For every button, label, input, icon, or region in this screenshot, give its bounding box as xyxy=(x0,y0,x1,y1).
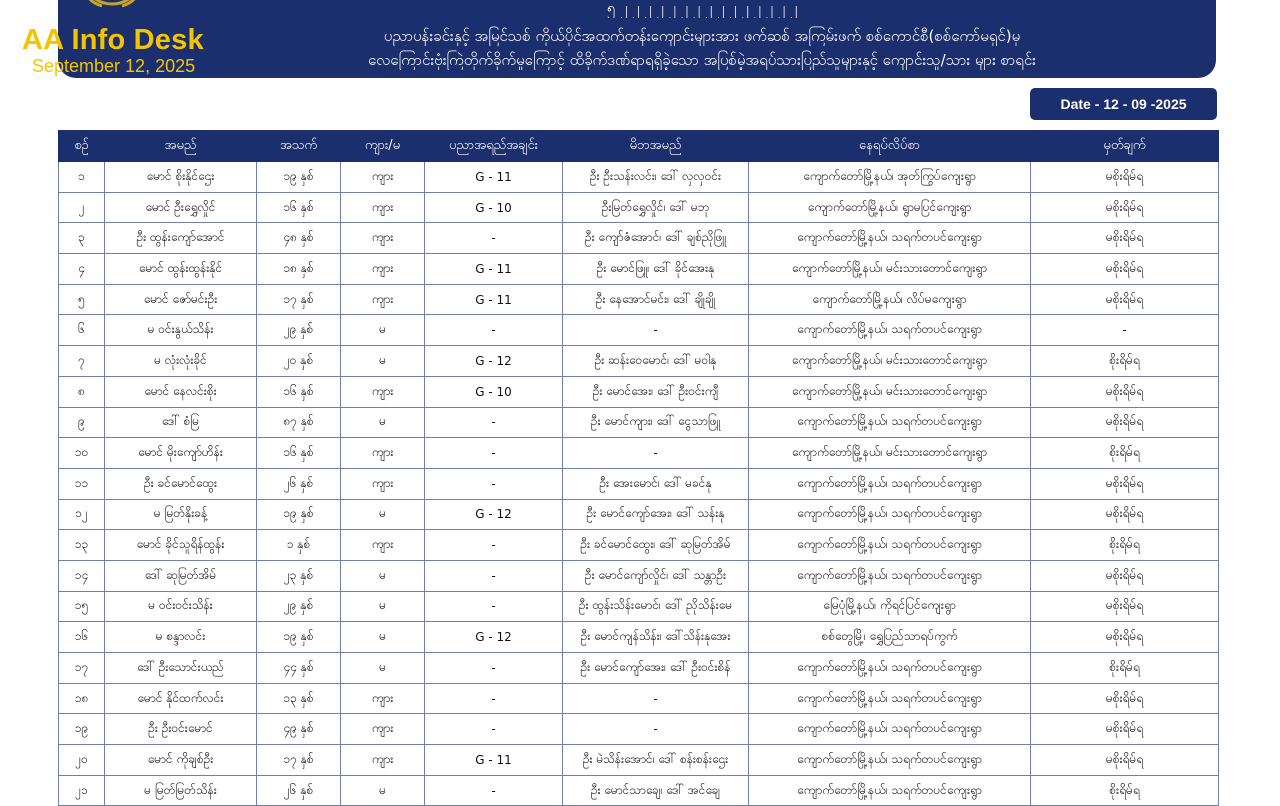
table-cell: မ လုံးလုံးခိုင် xyxy=(105,346,257,377)
table-row xyxy=(59,468,1219,499)
table-cell: မစိုးရိမ်ရ xyxy=(1031,254,1219,285)
table-cell: ကျား xyxy=(341,162,425,193)
table-row xyxy=(59,622,1219,653)
table-cell: - xyxy=(425,530,563,561)
table-cell: ၉ xyxy=(59,407,105,438)
table-cell: - xyxy=(1031,315,1219,346)
table-cell: - xyxy=(563,315,749,346)
table-cell: ၄၈ နှစ် xyxy=(257,223,341,254)
table-cell: ကျောက်တော်မြို့နယ်၊ မင်းသားတောင်ကျေးရွာ xyxy=(749,254,1031,285)
table-cell: မစိုးရိမ်ရ xyxy=(1031,560,1219,591)
table-cell: မစိုးရိမ်ရ xyxy=(1031,714,1219,745)
table-cell: ၁၃ နှစ် xyxy=(257,683,341,714)
table-cell: မ xyxy=(341,591,425,622)
table-row xyxy=(59,591,1219,622)
table-cell: ၁၉ နှစ် xyxy=(257,499,341,530)
table-cell: ကျောက်တော်မြို့နယ်၊ အုတ်ကြွပ်ကျေးရွာ xyxy=(749,162,1031,193)
table-cell: ၁ xyxy=(59,162,105,193)
table-cell: ဦး ခင်မောင်ထွေး xyxy=(105,468,257,499)
table-cell: ဦး ဦးဝင်းမောင် xyxy=(105,714,257,745)
header-line-1: ၅ ၂ ၂ ၂ ၂ ၂ ၂ ၂ ၂ ၂ ၂ ၂ ၂ ၂ ၂ ၂ xyxy=(606,0,798,17)
table-cell: ကျောက်တော်မြို့နယ်၊ သရက်တပင်ကျေးရွာ xyxy=(749,775,1031,806)
table-cell: ကျား xyxy=(341,223,425,254)
table-cell: ၂၉ နှစ် xyxy=(257,591,341,622)
table-cell: - xyxy=(425,714,563,745)
table-cell: မစိုးရိမ်ရ xyxy=(1031,192,1219,223)
table-cell: ကျား xyxy=(341,254,425,285)
table-cell: ၂ xyxy=(59,192,105,223)
table-cell: - xyxy=(425,438,563,469)
table-cell: ကျောက်တော်မြို့နယ်၊ သရက်တပင်ကျေးရွာ xyxy=(749,714,1031,745)
table-cell: မစိုးရိမ်ရ xyxy=(1031,223,1219,254)
column-header: စဉ် xyxy=(59,131,105,162)
table-cell: ၃ xyxy=(59,223,105,254)
table-cell: ကျား xyxy=(341,530,425,561)
table-cell: - xyxy=(425,315,563,346)
table-cell: ၁၆ xyxy=(59,622,105,653)
table-cell: ၂၉ နှစ် xyxy=(257,315,341,346)
table-cell: ကျောက်တော်မြို့နယ်၊ မင်းသားတောင်ကျေးရွာ xyxy=(749,438,1031,469)
table-cell: ၁၉ နှစ် xyxy=(257,622,341,653)
table-row xyxy=(59,745,1219,776)
table-cell: ကျောက်တော်မြို့နယ်၊ သရက်တပင်ကျေးရွာ xyxy=(749,560,1031,591)
table-cell: ကျောက်တော်မြို့နယ်၊ သရက်တပင်ကျေးရွာ xyxy=(749,745,1031,776)
table-cell: ဦး ဦးသန်းလင်း၊ ဒေါ် လှလှဝင်း xyxy=(563,162,749,193)
table-cell: ဦး ထွန်းကျော်အောင် xyxy=(105,223,257,254)
table-cell: ဦး အေးမောင်၊ ဒေါ် မခင်နု xyxy=(563,468,749,499)
table-row xyxy=(59,560,1219,591)
table-cell: ၁ နှစ် xyxy=(257,530,341,561)
table-row xyxy=(59,714,1219,745)
table-cell: မောင် ကိုချစ်ဦး xyxy=(105,745,257,776)
table-row xyxy=(59,254,1219,285)
table-cell: G - 11 xyxy=(425,162,563,193)
table-cell: ဦး မောင်ကျား၊ ဒေါ် ငွေသာဖြူ xyxy=(563,407,749,438)
table-cell: ကျား xyxy=(341,745,425,776)
table-cell: ဒေါ် ဆုမြတ်အိမ် xyxy=(105,560,257,591)
table-cell: G - 11 xyxy=(425,284,563,315)
table-cell: ဦး ကျော်ဇံအောင်၊ ဒေါ် ချစ်ညိုဖြူ xyxy=(563,223,749,254)
table-cell: မစိုးရိမ်ရ xyxy=(1031,591,1219,622)
table-row xyxy=(59,223,1219,254)
table-cell: ကျောက်တော်မြို့နယ်၊ သရက်တပင်ကျေးရွာ xyxy=(749,683,1031,714)
table-cell: ၂၁ xyxy=(59,775,105,806)
table-cell: ကျောက်တော်မြို့နယ်၊ သရက်တပင်ကျေးရွာ xyxy=(749,530,1031,561)
table-cell: မောင် စိုးနိုင်ဌေး xyxy=(105,162,257,193)
table-cell: ၁၀ xyxy=(59,438,105,469)
table-cell: ၆ xyxy=(59,315,105,346)
table-cell: စိုးရိမ်ရ xyxy=(1031,653,1219,684)
table-cell: ဦး ခင်မောင်ထွေး၊ ဒေါ် ဆုမြတ်အိမ် xyxy=(563,530,749,561)
table-cell: ဦး နေအောင်မင်း၊ ဒေါ် ချိုချို xyxy=(563,284,749,315)
table-cell: ၁၃ xyxy=(59,530,105,561)
table-cell: ၁၂ xyxy=(59,499,105,530)
table-cell: - xyxy=(563,683,749,714)
table-cell: မစိုးရိမ်ရ xyxy=(1031,683,1219,714)
table-cell: မစိုးရိမ်ရ xyxy=(1031,622,1219,653)
table-row xyxy=(59,284,1219,315)
table-cell: - xyxy=(425,683,563,714)
table-cell: ၂၆ နှစ် xyxy=(257,775,341,806)
table-cell: ၂၃ နှစ် xyxy=(257,560,341,591)
table-cell: - xyxy=(563,714,749,745)
table-cell: ဦး မောင်ကျော်အေး၊ ဒေါ် ဦးဝင်းစိန် xyxy=(563,653,749,684)
table-cell: ၁၅ xyxy=(59,591,105,622)
table-cell: ဒေါ် ဦးသောင်းယည် xyxy=(105,653,257,684)
table-cell: မ xyxy=(341,499,425,530)
table-cell: ကျား xyxy=(341,438,425,469)
table-body xyxy=(59,162,1219,806)
table-cell: မြေပုံမြို့နယ်၊ ကိုရင်ပြင်ကျေးရွာ xyxy=(749,591,1031,622)
table-cell: ၂၀ နှစ် xyxy=(257,346,341,377)
table-cell: ၁၉ xyxy=(59,714,105,745)
table-cell: ၁၆ နှစ် xyxy=(257,376,341,407)
table-cell: ၁၇ နှစ် xyxy=(257,745,341,776)
table-cell: - xyxy=(425,223,563,254)
table-cell: ဦးမြတ်ရွှေလှိုင်၊ ဒေါ် မဘု xyxy=(563,192,749,223)
column-header: အမည် xyxy=(105,131,257,162)
table-cell: မောင် ထွန်းထွန်းနိုင် xyxy=(105,254,257,285)
date-badge: Date - 12 - 09 -2025 xyxy=(1030,88,1217,120)
table-cell: ဦး မောင်ကျော်အေး၊ ဒေါ် သန်းနု xyxy=(563,499,749,530)
table-row xyxy=(59,376,1219,407)
column-header: ပညာအရည်အချင်း xyxy=(425,131,563,162)
table-cell: ဦး မောင်ကျော်လှိုင်၊ ဒေါ် သန္တာဦး xyxy=(563,560,749,591)
table-row xyxy=(59,407,1219,438)
table-cell: - xyxy=(425,468,563,499)
table-cell: ကျောက်တော်မြို့နယ်၊ သရက်တပင်ကျေးရွာ xyxy=(749,468,1031,499)
table-cell: ကျောက်တော်မြို့နယ်၊ ရွာမပြင်ကျေးရွာ xyxy=(749,192,1031,223)
table-cell: ကျား xyxy=(341,284,425,315)
table-cell: ၂၆ နှစ် xyxy=(257,468,341,499)
table-cell: မ စန္ဒာလင်း xyxy=(105,622,257,653)
table-cell: ၁၉ နှစ် xyxy=(257,162,341,193)
table-row xyxy=(59,775,1219,806)
table-cell: မောင် ဇော်မင်းဦး xyxy=(105,284,257,315)
table-cell: ၁၁ xyxy=(59,468,105,499)
table-cell: ဦး မောင်သာချေ၊ ဒေါ် အင်ချေ xyxy=(563,775,749,806)
table-cell: မ ဝင်းဝင်းသိန်း xyxy=(105,591,257,622)
table-cell: - xyxy=(425,560,563,591)
table-cell: G - 10 xyxy=(425,192,563,223)
table-cell: မောင် ဦးရွှေလှိုင် xyxy=(105,192,257,223)
table-cell: စိုးရိမ်ရ xyxy=(1031,438,1219,469)
brand-date: September 12, 2025 xyxy=(32,56,196,76)
table-row xyxy=(59,683,1219,714)
table-cell: မစိုးရိမ်ရ xyxy=(1031,499,1219,530)
table-cell: ၄၉ နှစ် xyxy=(257,714,341,745)
table-cell: ၁၄ xyxy=(59,560,105,591)
table-cell: မစိုးရိမ်ရ xyxy=(1031,407,1219,438)
table-cell: ၁၆ နှစ် xyxy=(257,192,341,223)
table-cell: ၇ xyxy=(59,346,105,377)
header-line-2: ပညာပန်းခင်းနှင့် အမြင်သစ် ကိုယ်ပိုင်အထက်တန်းကျောင်းများအား ဖက်ဆစ် အကြမ်းဖက် စစ်ကောင်စီ(စစ်ကော်မရှင်)မှ xyxy=(383,27,1021,45)
table-cell: ကျောက်တော်မြို့နယ်၊ သရက်တပင်ကျေးရွာ xyxy=(749,315,1031,346)
table-cell: - xyxy=(425,407,563,438)
table-cell: G - 11 xyxy=(425,745,563,776)
table-cell: မစိုးရိမ်ရ xyxy=(1031,745,1219,776)
table-row xyxy=(59,162,1219,193)
column-header: အသက် xyxy=(257,131,341,162)
table-cell: ၅ xyxy=(59,284,105,315)
brand-logo-text: AA Info Desk xyxy=(22,24,204,56)
table-row xyxy=(59,499,1219,530)
table-cell: ၁၈ xyxy=(59,683,105,714)
table-cell: ဦး မောင်ကျန်သိန်း၊ ဒေါ်သိန်းနုအေး xyxy=(563,622,749,653)
column-header: နေရပ်လိပ်စာ xyxy=(749,131,1031,162)
table-cell: - xyxy=(425,775,563,806)
table-cell: မစိုးရိမ်ရ xyxy=(1031,162,1219,193)
table-cell: ဦး ဆန်းဝေမောင်၊ ဒေါ် မဝါနု xyxy=(563,346,749,377)
table-cell: မောင် နေလင်းစိုး xyxy=(105,376,257,407)
table-cell: စစ်တွေမြို့၊ ရွှေပြည်သာရပ်ကွက် xyxy=(749,622,1031,653)
table-cell: ၄၄ နှစ် xyxy=(257,653,341,684)
table-cell: G - 11 xyxy=(425,254,563,285)
table-row xyxy=(59,346,1219,377)
table-row xyxy=(59,530,1219,561)
table-cell: ဦး မောင်ဖြူ၊ ဒေါ် ခိုင်အေးနု xyxy=(563,254,749,285)
table-cell: မ xyxy=(341,775,425,806)
table-row xyxy=(59,192,1219,223)
table-row xyxy=(59,315,1219,346)
table-cell: မောင် ခိုင်သူရိန်ထွန်း xyxy=(105,530,257,561)
column-header: မှတ်ချက် xyxy=(1031,131,1219,162)
table-cell: ကျောက်တော်မြို့နယ်၊ မင်းသားတောင်ကျေးရွာ xyxy=(749,346,1031,377)
column-header: ကျား/မ xyxy=(341,131,425,162)
table-cell: မ xyxy=(341,407,425,438)
table-cell: ကျောက်တော်မြို့နယ်၊ သရက်တပင်ကျေးရွာ xyxy=(749,223,1031,254)
table-cell: ၈၇ နှစ် xyxy=(257,407,341,438)
table-cell: မ မြတ်မြတ်သိန်း xyxy=(105,775,257,806)
table-cell: G - 12 xyxy=(425,499,563,530)
table-cell: G - 12 xyxy=(425,622,563,653)
header-banner xyxy=(58,0,1216,78)
table-cell: စိုးရိမ်ရ xyxy=(1031,775,1219,806)
table-cell: မစိုးရိမ်ရ xyxy=(1031,468,1219,499)
table-cell: ကျား xyxy=(341,192,425,223)
table-row xyxy=(59,653,1219,684)
table-cell: ဒေါ် စံမြ xyxy=(105,407,257,438)
table-cell: မောင် မိုးကျော်ဟိန်း xyxy=(105,438,257,469)
table-cell: မောင် နိုင်ထက်လင်း xyxy=(105,683,257,714)
table-cell: မ xyxy=(341,653,425,684)
table-cell: ၁၆ နှစ် xyxy=(257,438,341,469)
table-cell: ၈ xyxy=(59,376,105,407)
table-cell: ဦး မဲသိန်းအောင်၊ ဒေါ် စန်းစန်းဌေး xyxy=(563,745,749,776)
table-cell: ဦး ထွန်းသိန်းမောင်၊ ဒေါ် ညိုသိန်းမေ xyxy=(563,591,749,622)
table-row xyxy=(59,438,1219,469)
table-cell: မ xyxy=(341,315,425,346)
table-cell: - xyxy=(425,653,563,684)
table-cell: မ မြတ်နိုးခန့် xyxy=(105,499,257,530)
column-header: မိဘအမည် xyxy=(563,131,749,162)
casualty-table xyxy=(58,130,1219,806)
table-cell: ကျောက်တော်မြို့နယ်၊ မင်းသားတောင်ကျေးရွာ xyxy=(749,376,1031,407)
table-cell: မ xyxy=(341,560,425,591)
table-cell: မစိုးရိမ်ရ xyxy=(1031,284,1219,315)
table-cell: ဦး မောင်အေး၊ ဒေါ် ဦးဝင်းကျီ xyxy=(563,376,749,407)
table-cell: မ xyxy=(341,622,425,653)
table-cell: - xyxy=(425,591,563,622)
table-cell: ကျောက်တော်မြို့နယ်၊ လိပ်မကျေးရွာ xyxy=(749,284,1031,315)
table-cell: ကျား xyxy=(341,376,425,407)
table-cell: ကျောက်တော်မြို့နယ်၊ သရက်တပင်ကျေးရွာ xyxy=(749,499,1031,530)
table-cell: စိုးရိမ်ရ xyxy=(1031,346,1219,377)
table-cell: ၁၈ နှစ် xyxy=(257,254,341,285)
table-cell: မစိုးရိမ်ရ xyxy=(1031,376,1219,407)
table-cell: ၁၇ နှစ် xyxy=(257,284,341,315)
table-header-row xyxy=(59,131,1219,162)
table-cell: ၁၇ xyxy=(59,653,105,684)
table-cell: မ xyxy=(341,346,425,377)
table-cell: ကျောက်တော်မြို့နယ်၊ သရက်တပင်ကျေးရွာ xyxy=(749,407,1031,438)
table-cell: ကျား xyxy=(341,714,425,745)
table-cell: - xyxy=(563,438,749,469)
table-cell: ကျောက်တော်မြို့နယ်၊ သရက်တပင်ကျေးရွာ xyxy=(749,653,1031,684)
table-cell: ၂၀ xyxy=(59,745,105,776)
table-cell: စိုးရိမ်ရ xyxy=(1031,530,1219,561)
table-cell: G - 10 xyxy=(425,376,563,407)
table-cell: ကျား xyxy=(341,468,425,499)
table-cell: ကျား xyxy=(341,683,425,714)
table-cell: မ ဝင်းနွယ်သိန်း xyxy=(105,315,257,346)
table-cell: ၄ xyxy=(59,254,105,285)
table-cell: G - 12 xyxy=(425,346,563,377)
header-line-3: လေကြောင်းဗုံးကြဲတိုက်ခိုက်မှုကြောင့် ထိခိုက်ဒဏ်ရာရရှိခဲ့သော အပြစ်မဲ့အရပ်သားပြည်သူများနှင့် ကျောင်းသူ/သား များ စာရင်း xyxy=(368,51,1036,69)
